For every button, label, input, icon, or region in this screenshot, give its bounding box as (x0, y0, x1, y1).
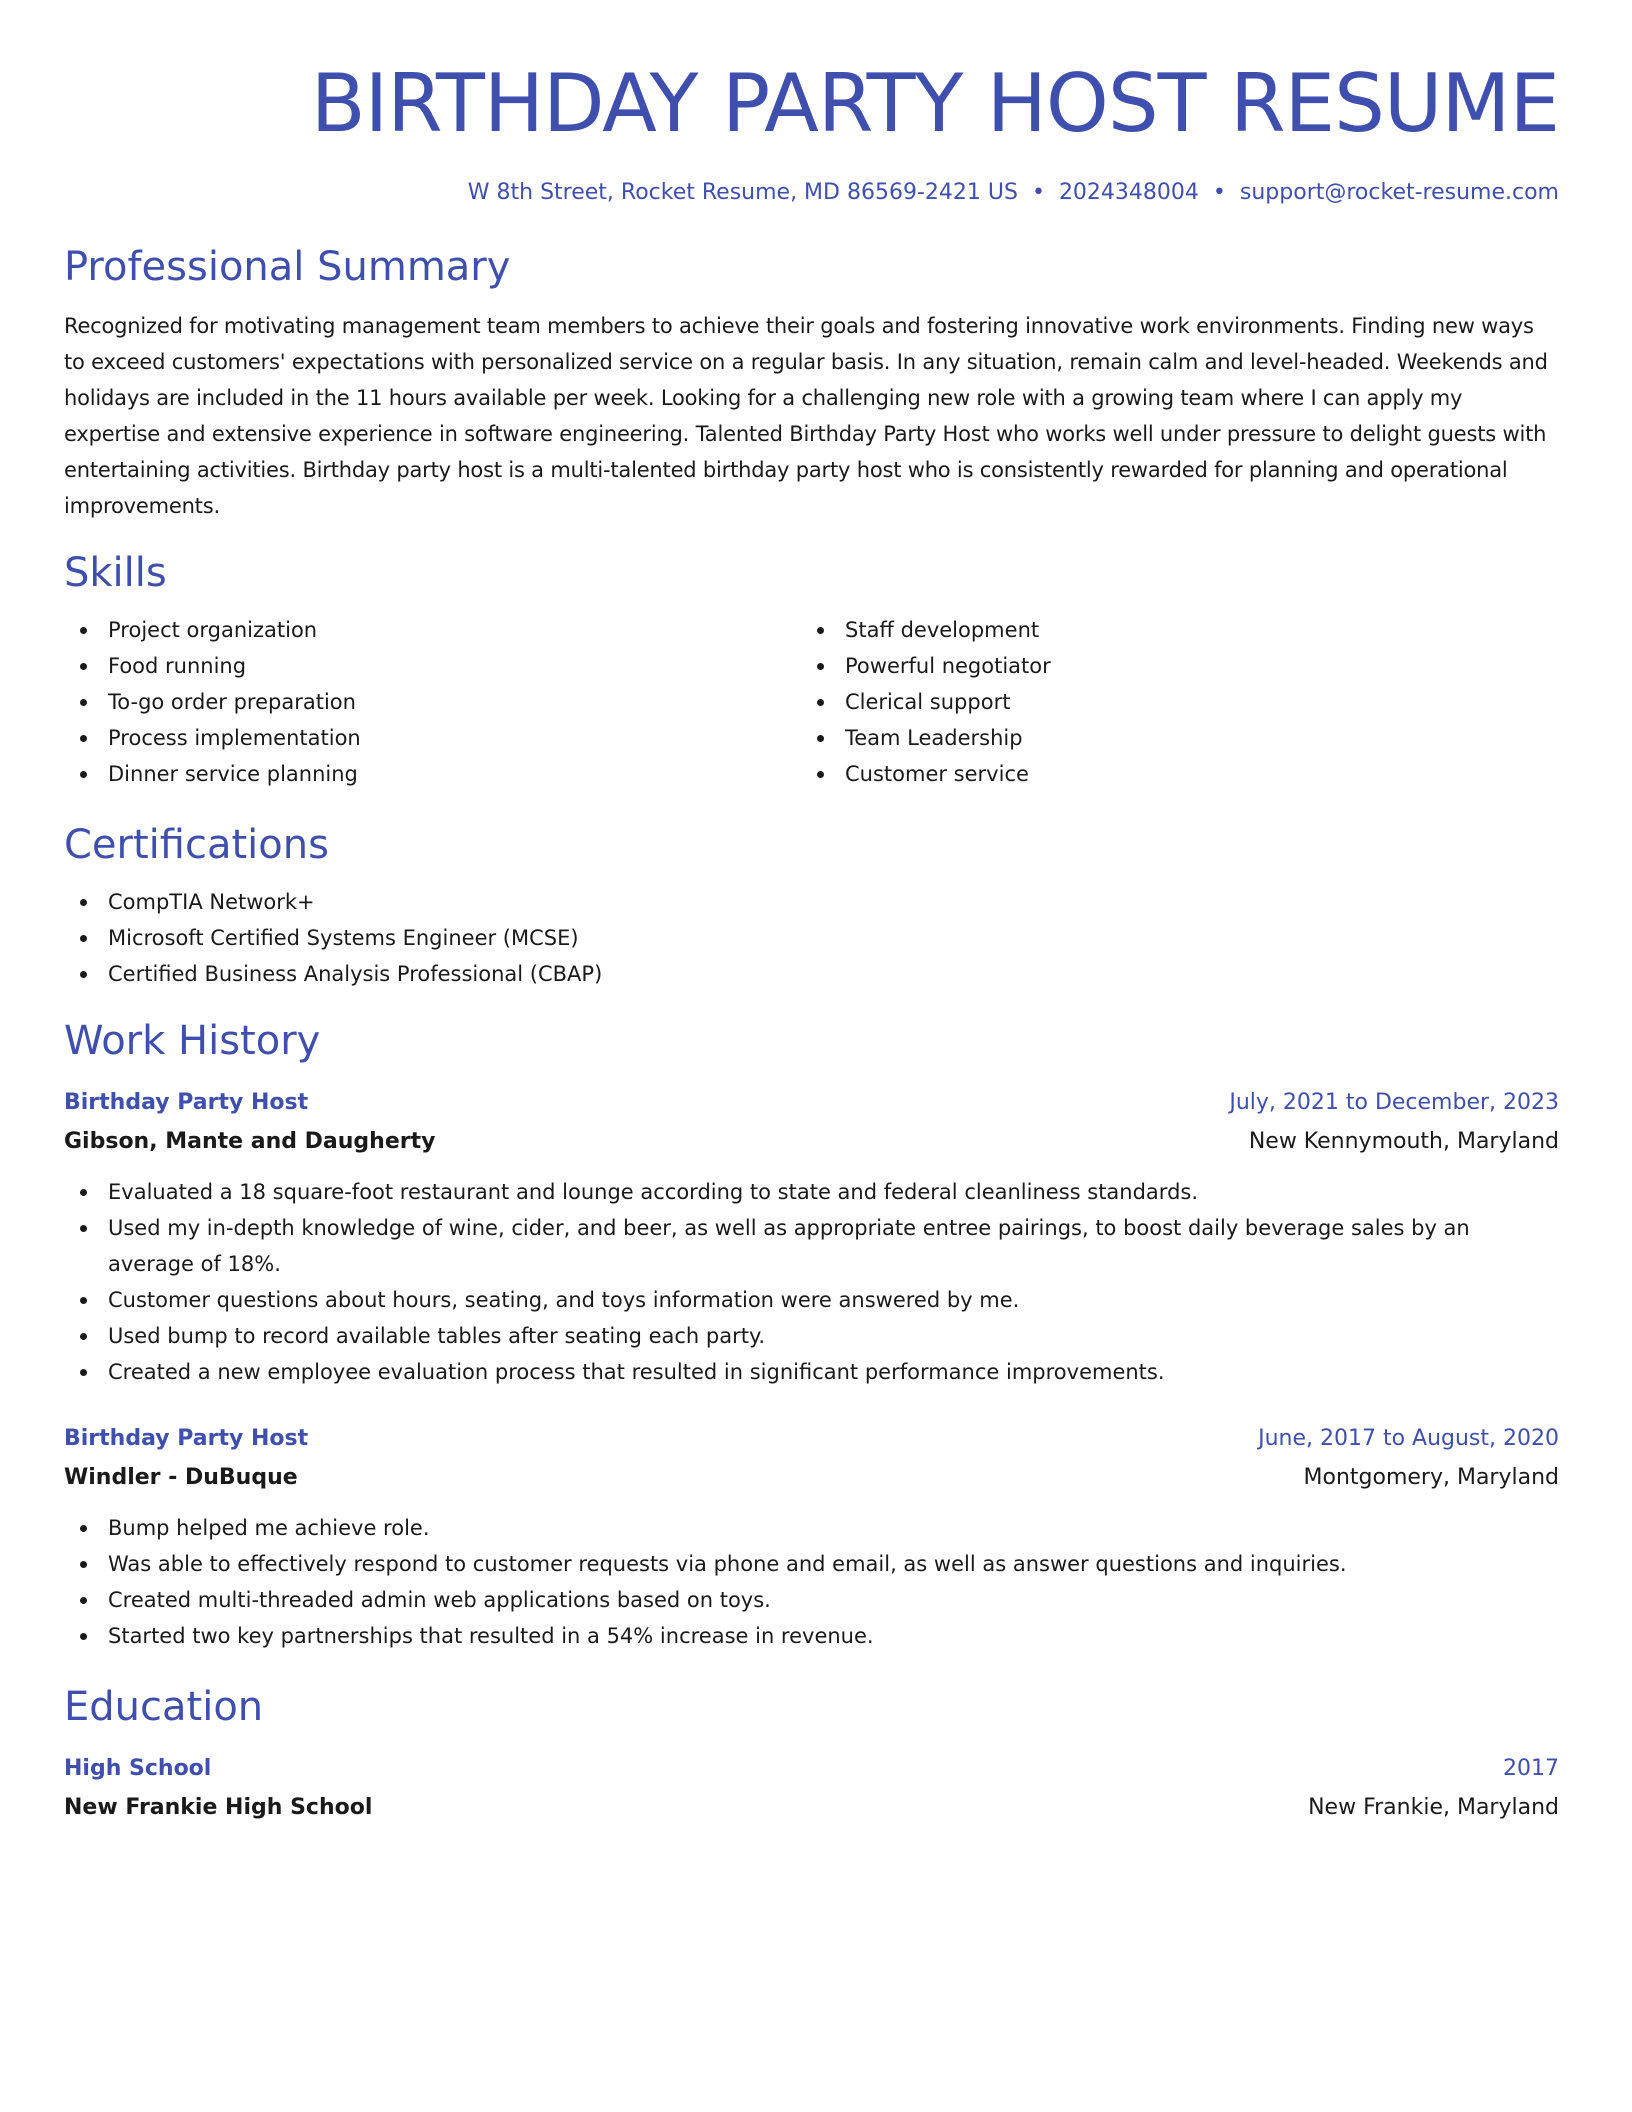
skill-item: To-go order preparation (64, 684, 801, 720)
address-text: W 8th Street, Rocket Resume, MD 86569-2421 US (467, 180, 1018, 205)
job-duty-item: Used bump to record available tables after seating each party. (64, 1318, 1559, 1354)
skill-item: Staff development (801, 612, 1559, 648)
skill-item: Process implementation (64, 720, 801, 756)
certifications-section (64, 820, 1559, 992)
job-duties-list (64, 1510, 1559, 1654)
email-link[interactable]: support@rocket-resume.com (1239, 180, 1559, 205)
job-title-row (64, 1084, 1559, 1122)
skill-item: Food running (64, 648, 801, 684)
certifications-heading: Certifications (64, 822, 329, 868)
skill-item: Team Leadership (801, 720, 1559, 756)
job-title: Birthday Party Host (64, 1426, 309, 1451)
certification-item: Microsoft Certified Systems Engineer (MCSE) (64, 920, 1559, 956)
skills-section (64, 548, 1559, 792)
education-year: 2017 (1503, 1756, 1559, 1781)
job-duty-item: Used my in-depth knowledge of wine, cider, and beer, as well as appropriate entree pairings, to boost daily beverage sales by an average of 18%. (64, 1210, 1559, 1282)
contact-line (64, 178, 1559, 208)
job-duty-item: Created multi-threaded admin web applications based on toys. (64, 1582, 1559, 1618)
job-company-row (64, 1122, 1559, 1162)
skills-list-left (64, 612, 801, 792)
skill-item: Powerful negotiator (801, 648, 1559, 684)
job-company: Gibson, Mante and Daugherty (64, 1129, 436, 1154)
job-duty-item: Evaluated a 18 square-foot restaurant and lounge according to state and federal cleanliness standards. (64, 1174, 1559, 1210)
job-duty-item: Customer questions about hours, seating, and toys information were answered by me. (64, 1282, 1559, 1318)
resume-header (64, 56, 1559, 208)
skill-item: Project organization (64, 612, 801, 648)
education-location: New Frankie, Maryland (1308, 1795, 1559, 1820)
certification-item: Certified Business Analysis Professional (CBAP) (64, 956, 1559, 992)
education-school-row (64, 1788, 1559, 1828)
skill-item: Customer service (801, 756, 1559, 792)
job-duty-item: Bump helped me achieve role. (64, 1510, 1559, 1546)
job-location: Montgomery, Maryland (1303, 1465, 1559, 1490)
contact-separator: • (1212, 180, 1226, 205)
job-duty-item: Created a new employee evaluation process that resulted in significant performance improvements. (64, 1354, 1559, 1390)
skills-heading: Skills (64, 550, 167, 596)
skill-item: Dinner service planning (64, 756, 801, 792)
resume-title: BIRTHDAY PARTY HOST RESUME (310, 57, 1559, 150)
summary-section (64, 242, 1559, 524)
certification-item: CompTIA Network+ (64, 884, 1559, 920)
job-title-row (64, 1420, 1559, 1458)
job-location: New Kennymouth, Maryland (1248, 1129, 1559, 1154)
phone-text[interactable]: 2024348004 (1058, 180, 1199, 205)
job-company: Windler - DuBuque (64, 1465, 298, 1490)
summary-text: Recognized for motivating management team members to achieve their goals and fostering innovative work environments. Finding new ways to exceed customers' expectations with personalized service on a regular basis. In any situation, remain calm and level-headed. Weekends and holidays are included in the 11 hours available per week. Looking for a challenging new role with a growing team where I can apply my expertise and extensive experience in software engineering. Talented Birthday Party Host who works well under pressure to delight guests with entertaining activities. Birthday party host is a multi-talented birthday party host who is consistently rewarded for planning and operational improvements. (64, 314, 1548, 518)
skills-column-right (801, 612, 1559, 792)
skill-item: Clerical support (801, 684, 1559, 720)
skills-list-right (801, 612, 1559, 792)
education-section (64, 1682, 1559, 1828)
education-entry (64, 1750, 1559, 1828)
job-dates: July, 2021 to December, 2023 (1229, 1090, 1559, 1115)
education-school: New Frankie High School (64, 1795, 373, 1820)
skills-column-left (64, 612, 801, 792)
job-duties-list (64, 1174, 1559, 1390)
work-history-section (64, 1016, 1559, 1654)
job-dates: June, 2017 to August, 2020 (1258, 1426, 1559, 1451)
work-history-heading: Work History (64, 1018, 321, 1064)
job-entry (64, 1420, 1559, 1654)
job-company-row (64, 1458, 1559, 1498)
summary-heading: Professional Summary (64, 244, 511, 290)
education-heading: Education (64, 1684, 264, 1730)
job-entry (64, 1084, 1559, 1390)
education-degree: High School (64, 1756, 212, 1781)
job-duty-item: Was able to effectively respond to customer requests via phone and email, as well as answer questions and inquiries. (64, 1546, 1559, 1582)
certifications-list (64, 884, 1559, 992)
contact-separator: • (1031, 180, 1045, 205)
education-degree-row (64, 1750, 1559, 1788)
job-duty-item: Started two key partnerships that resulted in a 54% increase in revenue. (64, 1618, 1559, 1654)
skills-grid (64, 612, 1559, 792)
job-title: Birthday Party Host (64, 1090, 309, 1115)
